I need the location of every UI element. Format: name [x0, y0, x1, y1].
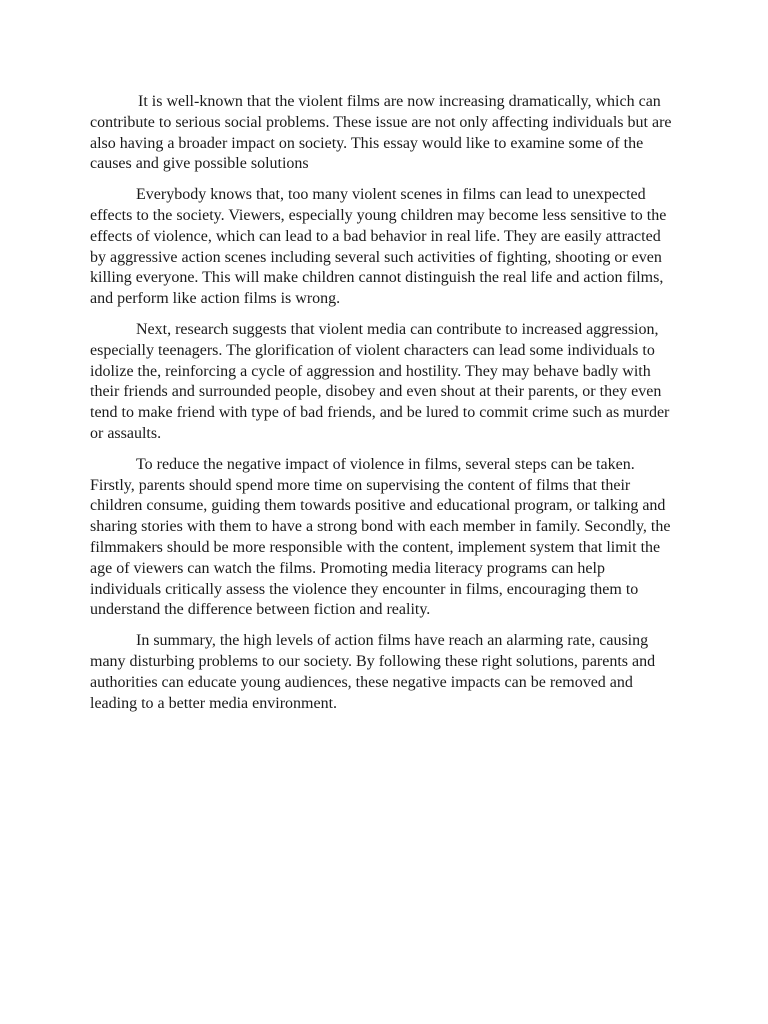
paragraph-solutions: To reduce the negative impact of violence in films, several steps can be taken. Firstly, parents should spend more time on supervising the content of films that their children consume, guiding them towards positive and educational program, or talking and sharing stories with them to have a strong bond with each member in family. Secondly, the filmmakers should be more responsible with the content, implement system that limit the age of viewers can watch the films. Promoting media literacy programs can help individuals critically assess the violence they encounter in films, encouraging them to understand the difference between fiction and reality.: [90, 455, 671, 619]
paragraph-introduction: It is well-known that the violent films are now increasing dramatically, which can contribute to serious social problems. These issue are not only affecting individuals but are also having a broader impact on society. This essay would like to examine some of the causes and give possible solutions: [90, 93, 672, 173]
paragraph-effects-on-children: Everybody knows that, too many violent scenes in films can lead to unexpected effects to the society. Viewers, especially young children may become less sensitive to the effects of violence, which can lead to a bad behavior in real life. They are easily attracted by aggressive action scenes including several such activities of fighting, shooting or even killing everyone. This will make children cannot distinguish the real life and action films, and perform like action films is wrong.: [90, 186, 667, 308]
paragraph-aggression-research: Next, research suggests that violent media can contribute to increased aggression, especially teenagers. The glorification of violent characters can lead some individuals to idolize the, reinforcing a cycle of aggression and hostility. They may behave badly with their friends and surrounded people, disobey and even shout at their parents, or they even tend to make friend with type of bad friends, and be lured to commit crime such as murder or assaults.: [90, 320, 670, 442]
paragraph-summary: In summary, the high levels of action films have reach an alarming rate, causing many disturbing problems to our society. By following these right solutions, parents and authorities can educate young audiences, these negative impacts can be removed and leading to a better media environment.: [90, 632, 656, 712]
document-page: [90, 92, 678, 724]
